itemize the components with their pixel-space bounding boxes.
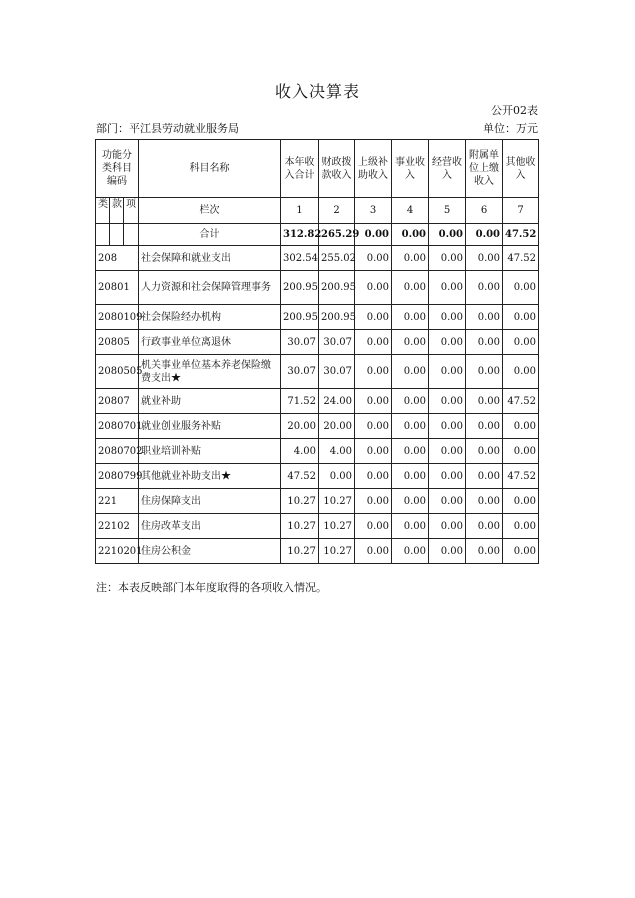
amount-cell: 0.00 [429,305,466,330]
function-code: 2080701 [96,414,139,439]
amount-cell: 0.00 [392,514,429,539]
amount-cell: 0.00 [503,439,539,464]
amount-cell: 0.00 [429,246,466,271]
amount-cell: 0.00 [392,389,429,414]
function-code: 20805 [96,330,139,355]
amount-cell: 0.00 [392,355,429,389]
amount-cell: 0.00 [392,439,429,464]
amount-cell: 0.00 [355,246,392,271]
amount-cell: 47.52 [503,246,539,271]
col-num: 7 [503,198,539,224]
lei-label: 类 [96,198,110,224]
func-code-header: 功能分类科目编码 [96,140,139,198]
table-row [96,271,539,305]
other-income-header: 其他收入 [503,140,539,198]
amount-cell: 30.07 [319,330,355,355]
amount-cell: 0.00 [392,330,429,355]
amount-cell: 0.00 [429,355,466,389]
amount-cell: 0.00 [503,514,539,539]
function-code: 2080702 [96,439,139,464]
superior-subsidy-header: 上级补助收入 [355,140,392,198]
amount-cell: 0.00 [466,389,503,414]
amount-cell: 0.00 [355,330,392,355]
table-row [96,246,539,271]
unit-label: 单位：万元 [483,122,538,135]
amount-cell: 0.00 [503,271,539,305]
table-row [96,539,539,564]
amount-cell: 0.00 [466,414,503,439]
amount-cell: 0.00 [429,271,466,305]
amount-cell: 0.00 [355,355,392,389]
col-num: 2 [319,198,355,224]
header-row [96,140,539,198]
function-code: 2080799 [96,464,139,489]
total-income-header: 本年收入合计 [281,140,319,198]
subject-name: 职业培训补贴 [139,439,281,464]
amount-cell: 0.00 [466,246,503,271]
amount-cell: 0.00 [355,439,392,464]
amount-cell: 10.27 [281,539,319,564]
amount-cell: 0.00 [355,539,392,564]
total-value: 0.00 [355,224,392,246]
amount-cell: 0.00 [503,414,539,439]
amount-cell: 0.00 [503,305,539,330]
amount-cell: 0.00 [429,330,466,355]
col-num: 6 [466,198,503,224]
amount-cell: 0.00 [392,305,429,330]
total-value: 265.29 [319,224,355,246]
amount-cell: 200.95 [281,271,319,305]
table-row [96,464,539,489]
total-value: 0.00 [429,224,466,246]
amount-cell: 71.52 [281,389,319,414]
amount-cell: 0.00 [355,514,392,539]
col-num: 3 [355,198,392,224]
function-code: 221 [96,489,139,514]
function-code: 20801 [96,271,139,305]
amount-cell: 20.00 [319,414,355,439]
subject-name: 住房保障支出 [139,489,281,514]
amount-cell: 0.00 [466,464,503,489]
amount-cell: 0.00 [319,464,355,489]
total-row [96,224,539,246]
total-value: 0.00 [466,224,503,246]
form-number: 公开02表 [491,104,538,117]
amount-cell: 0.00 [392,271,429,305]
subject-name: 机关事业单位基本养老保险缴费支出★ [139,355,281,389]
amount-cell: 0.00 [466,355,503,389]
function-code: 2080505 [96,355,139,389]
col-num: 4 [392,198,429,224]
amount-cell: 20.00 [281,414,319,439]
amount-cell: 0.00 [392,489,429,514]
amount-cell: 0.00 [429,464,466,489]
function-code: 2210201 [96,539,139,564]
amount-cell: 255.02 [319,246,355,271]
col-num: 1 [281,198,319,224]
table-row [96,514,539,539]
subject-name: 行政事业单位离退休 [139,330,281,355]
amount-cell: 0.00 [392,246,429,271]
amount-cell: 10.27 [319,514,355,539]
amount-cell: 0.00 [429,489,466,514]
affiliated-income-header: 附属单位上缴收入 [466,140,503,198]
amount-cell: 47.52 [503,464,539,489]
amount-cell: 0.00 [466,439,503,464]
amount-cell: 0.00 [355,305,392,330]
table-row [96,389,539,414]
table-row [96,439,539,464]
amount-cell: 0.00 [392,539,429,564]
total-label: 合计 [139,224,281,246]
fiscal-income-header: 财政拨款收入 [319,140,355,198]
subject-name: 其他就业补助支出★ [139,464,281,489]
amount-cell: 10.27 [281,489,319,514]
subject-name: 住房公积金 [139,539,281,564]
subject-name-header: 科目名称 [139,140,281,198]
amount-cell: 4.00 [319,439,355,464]
amount-cell: 0.00 [392,464,429,489]
amount-cell: 30.07 [281,355,319,389]
amount-cell: 0.00 [355,489,392,514]
amount-cell: 0.00 [503,539,539,564]
amount-cell: 302.54 [281,246,319,271]
table-row [96,489,539,514]
amount-cell: 200.95 [319,305,355,330]
lanci-label: 栏次 [139,198,281,224]
amount-cell: 10.27 [319,539,355,564]
amount-cell: 0.00 [355,464,392,489]
amount-cell: 0.00 [429,389,466,414]
subject-name: 人力资源和社会保障管理事务 [139,271,281,305]
amount-cell: 200.95 [281,305,319,330]
amount-cell: 0.00 [392,414,429,439]
amount-cell: 0.00 [466,539,503,564]
amount-cell: 47.52 [281,464,319,489]
operating-income-header: 经营收入 [429,140,466,198]
amount-cell: 0.00 [355,414,392,439]
amount-cell: 0.00 [503,330,539,355]
amount-cell: 0.00 [466,330,503,355]
amount-cell: 0.00 [429,414,466,439]
col-num: 5 [429,198,466,224]
function-code: 20807 [96,389,139,414]
table-row [96,305,539,330]
amount-cell: 0.00 [466,305,503,330]
xiang-label: 项 [124,198,139,224]
amount-cell: 200.95 [319,271,355,305]
function-code: 22102 [96,514,139,539]
total-value: 312.82 [281,224,319,246]
function-code: 208 [96,246,139,271]
amount-cell: 47.52 [503,389,539,414]
amount-cell: 30.07 [319,355,355,389]
subject-name: 社会保险经办机构 [139,305,281,330]
income-table [95,139,539,564]
amount-cell: 0.00 [355,389,392,414]
table-row [96,414,539,439]
department-label: 部门：平江县劳动就业服务局 [96,122,239,135]
business-income-header: 事业收入 [392,140,429,198]
amount-cell: 0.00 [429,514,466,539]
subject-name: 住房改革支出 [139,514,281,539]
total-value: 47.52 [503,224,539,246]
amount-cell: 0.00 [355,271,392,305]
amount-cell: 0.00 [466,514,503,539]
column-number-row [96,198,539,224]
amount-cell: 0.00 [429,539,466,564]
amount-cell: 10.27 [281,514,319,539]
function-code: 2080109 [96,305,139,330]
subject-name: 社会保障和就业支出 [139,246,281,271]
table-row [96,355,539,389]
table-row [96,330,539,355]
amount-cell: 0.00 [503,489,539,514]
amount-cell: 0.00 [466,271,503,305]
total-value: 0.00 [392,224,429,246]
amount-cell: 10.27 [319,489,355,514]
subject-name: 就业补助 [139,389,281,414]
amount-cell: 30.07 [281,330,319,355]
kuan-label: 款 [110,198,124,224]
report-title: 收入决算表 [274,82,360,101]
footnote: 注：本表反映部门本年度取得的各项收入情况。 [96,581,327,594]
amount-cell: 4.00 [281,439,319,464]
amount-cell: 0.00 [503,355,539,389]
amount-cell: 0.00 [466,489,503,514]
amount-cell: 0.00 [429,439,466,464]
subject-name: 就业创业服务补贴 [139,414,281,439]
amount-cell: 24.00 [319,389,355,414]
